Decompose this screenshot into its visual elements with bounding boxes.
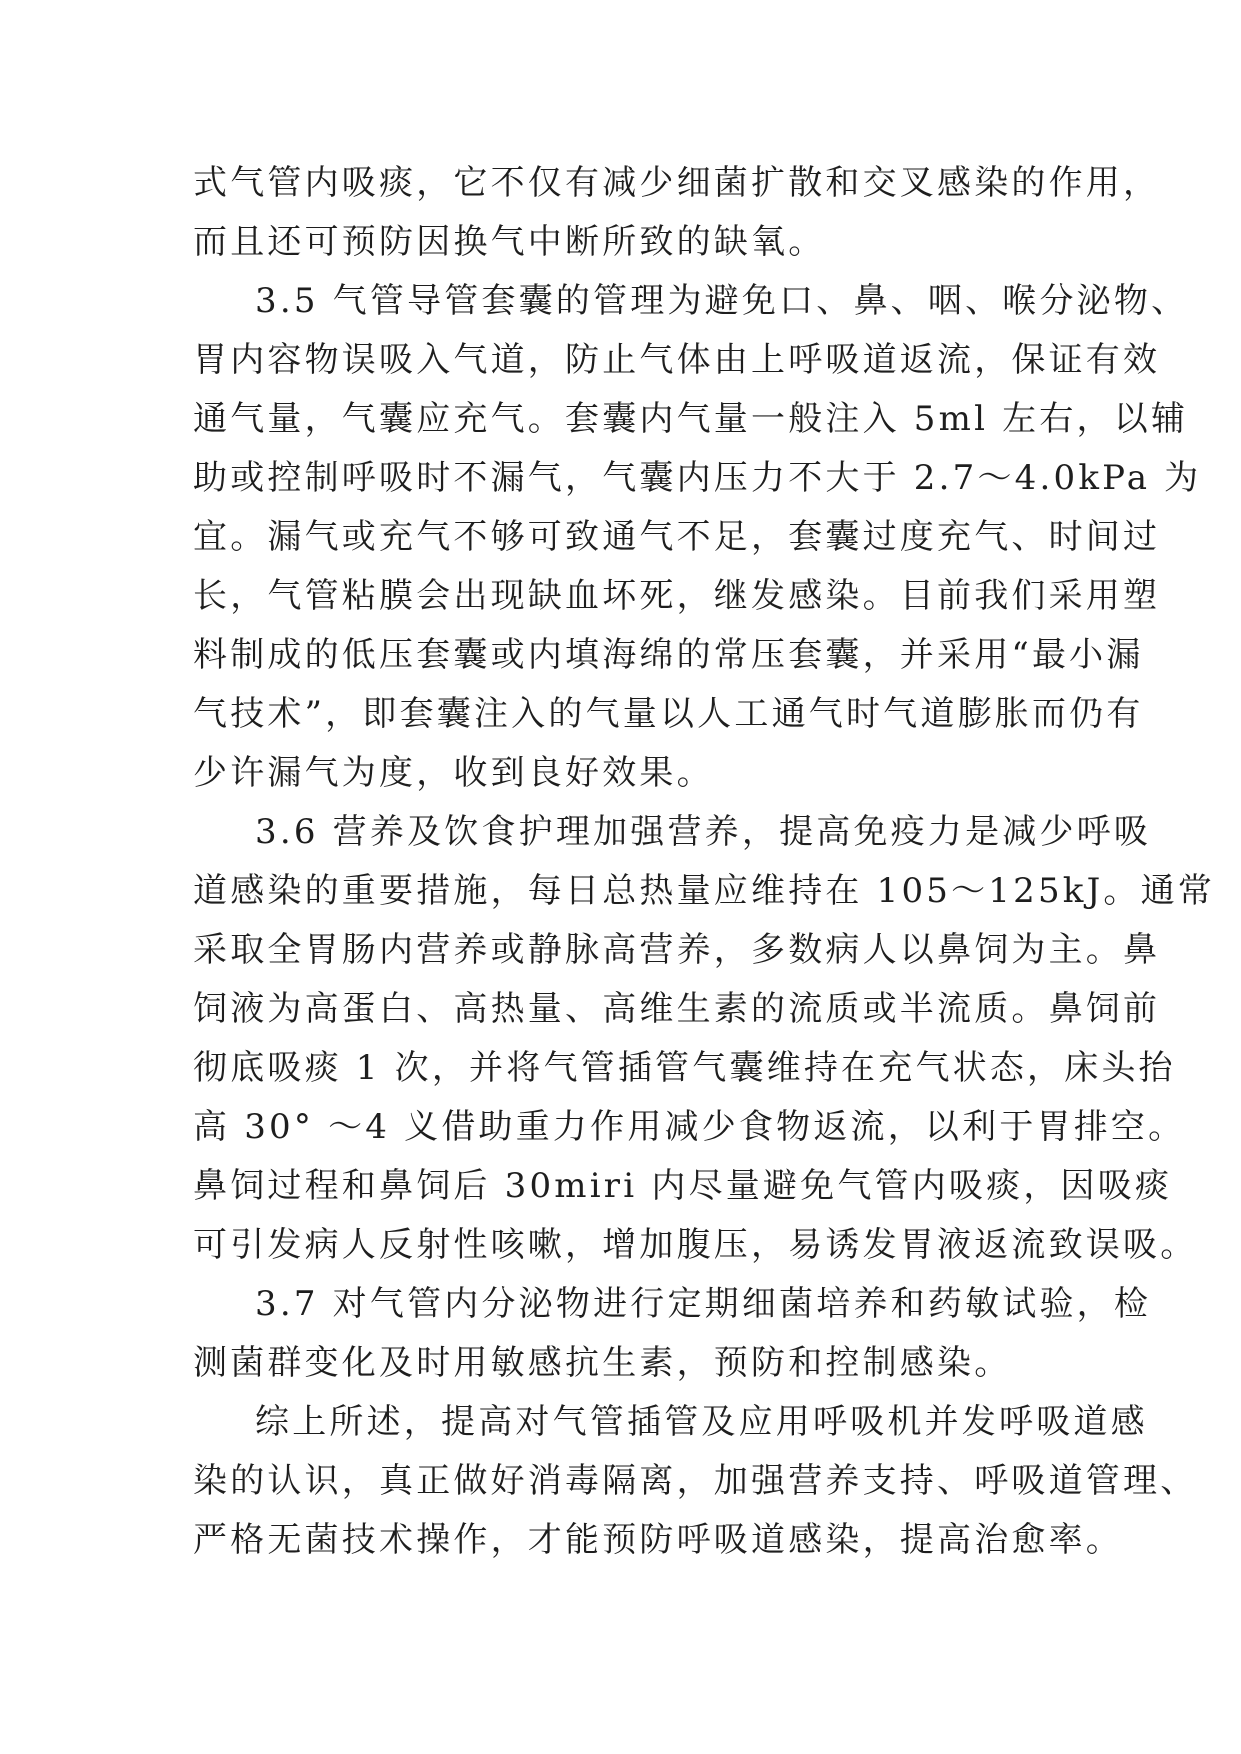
paragraph-first-line: 3.6 营养及饮食护理加强营养，提高免疫力是减少呼吸: [255, 812, 1152, 852]
paragraph-first-line: 3.7 对气管内分泌物进行定期细菌培养和药敏试验，检: [255, 1284, 1152, 1324]
text-line: 采取全胃肠内营养或静脉高营养，多数病人以鼻饲为主。鼻: [193, 930, 1161, 970]
text-line: 少许漏气为度，收到良好效果。: [193, 753, 714, 793]
text-line: 宜。漏气或充气不够可致通气不足，套囊过度充气、时间过: [193, 517, 1161, 557]
text-line: 胃内容物误吸入气道，防止气体由上呼吸道返流，保证有效: [193, 340, 1161, 380]
text-line: 染的认识，真正做好消毒隔离，加强营养支持、呼吸道管理、: [193, 1461, 1198, 1501]
text-line: 测菌群变化及时用敏感抗生素，预防和控制感染。: [193, 1343, 1012, 1383]
text-line: 鼻饲过程和鼻饲后 30miri 内尽量避免气管内吸痰，因吸痰: [193, 1166, 1173, 1206]
text-line: 助或控制呼吸时不漏气，气囊内压力不大于 2.7～4.0kPa 为: [193, 458, 1202, 498]
text-line: 长，气管粘膜会出现缺血坏死，继发感染。目前我们采用塑: [193, 576, 1161, 616]
text-line: 通气量，气囊应充气。套囊内气量一般注入 5ml 左右，以辅: [193, 399, 1189, 439]
text-line: 气技术”，即套囊注入的气量以人工通气时气道膨胀而仍有: [193, 694, 1144, 734]
text-line: 饲液为高蛋白、高热量、高维生素的流质或半流质。鼻饲前: [193, 989, 1161, 1029]
paragraph-first-line: 3.5 气管导管套囊的管理为避免口、鼻、咽、喉分泌物、: [255, 281, 1189, 321]
text-line: 彻底吸痰 1 次，并将气管插管气囊维持在充气状态，床头抬: [193, 1048, 1176, 1088]
text-line: 式气管内吸痰，它不仅有减少细菌扩散和交叉感染的作用，: [193, 163, 1161, 203]
text-line: 料制成的低压套囊或内填海绵的常压套囊，并采用“最小漏: [193, 635, 1144, 675]
text-line: 高 30° ～4 义借助重力作用减少食物返流，以利于胃排空。: [193, 1107, 1186, 1147]
text-line: 严格无菌技术操作，才能预防呼吸道感染，提高治愈率。: [193, 1520, 1123, 1560]
text-line: 道感染的重要措施，每日总热量应维持在 105～125kJ。通常: [193, 871, 1216, 911]
paragraph-first-line: 综上所述，提高对气管插管及应用呼吸机并发呼吸道感: [255, 1402, 1148, 1442]
text-line: 可引发病人反射性咳嗽，增加腹压，易诱发胃液返流致误吸。: [193, 1225, 1198, 1265]
text-line: 而且还可预防因换气中断所致的缺氧。: [193, 222, 826, 262]
